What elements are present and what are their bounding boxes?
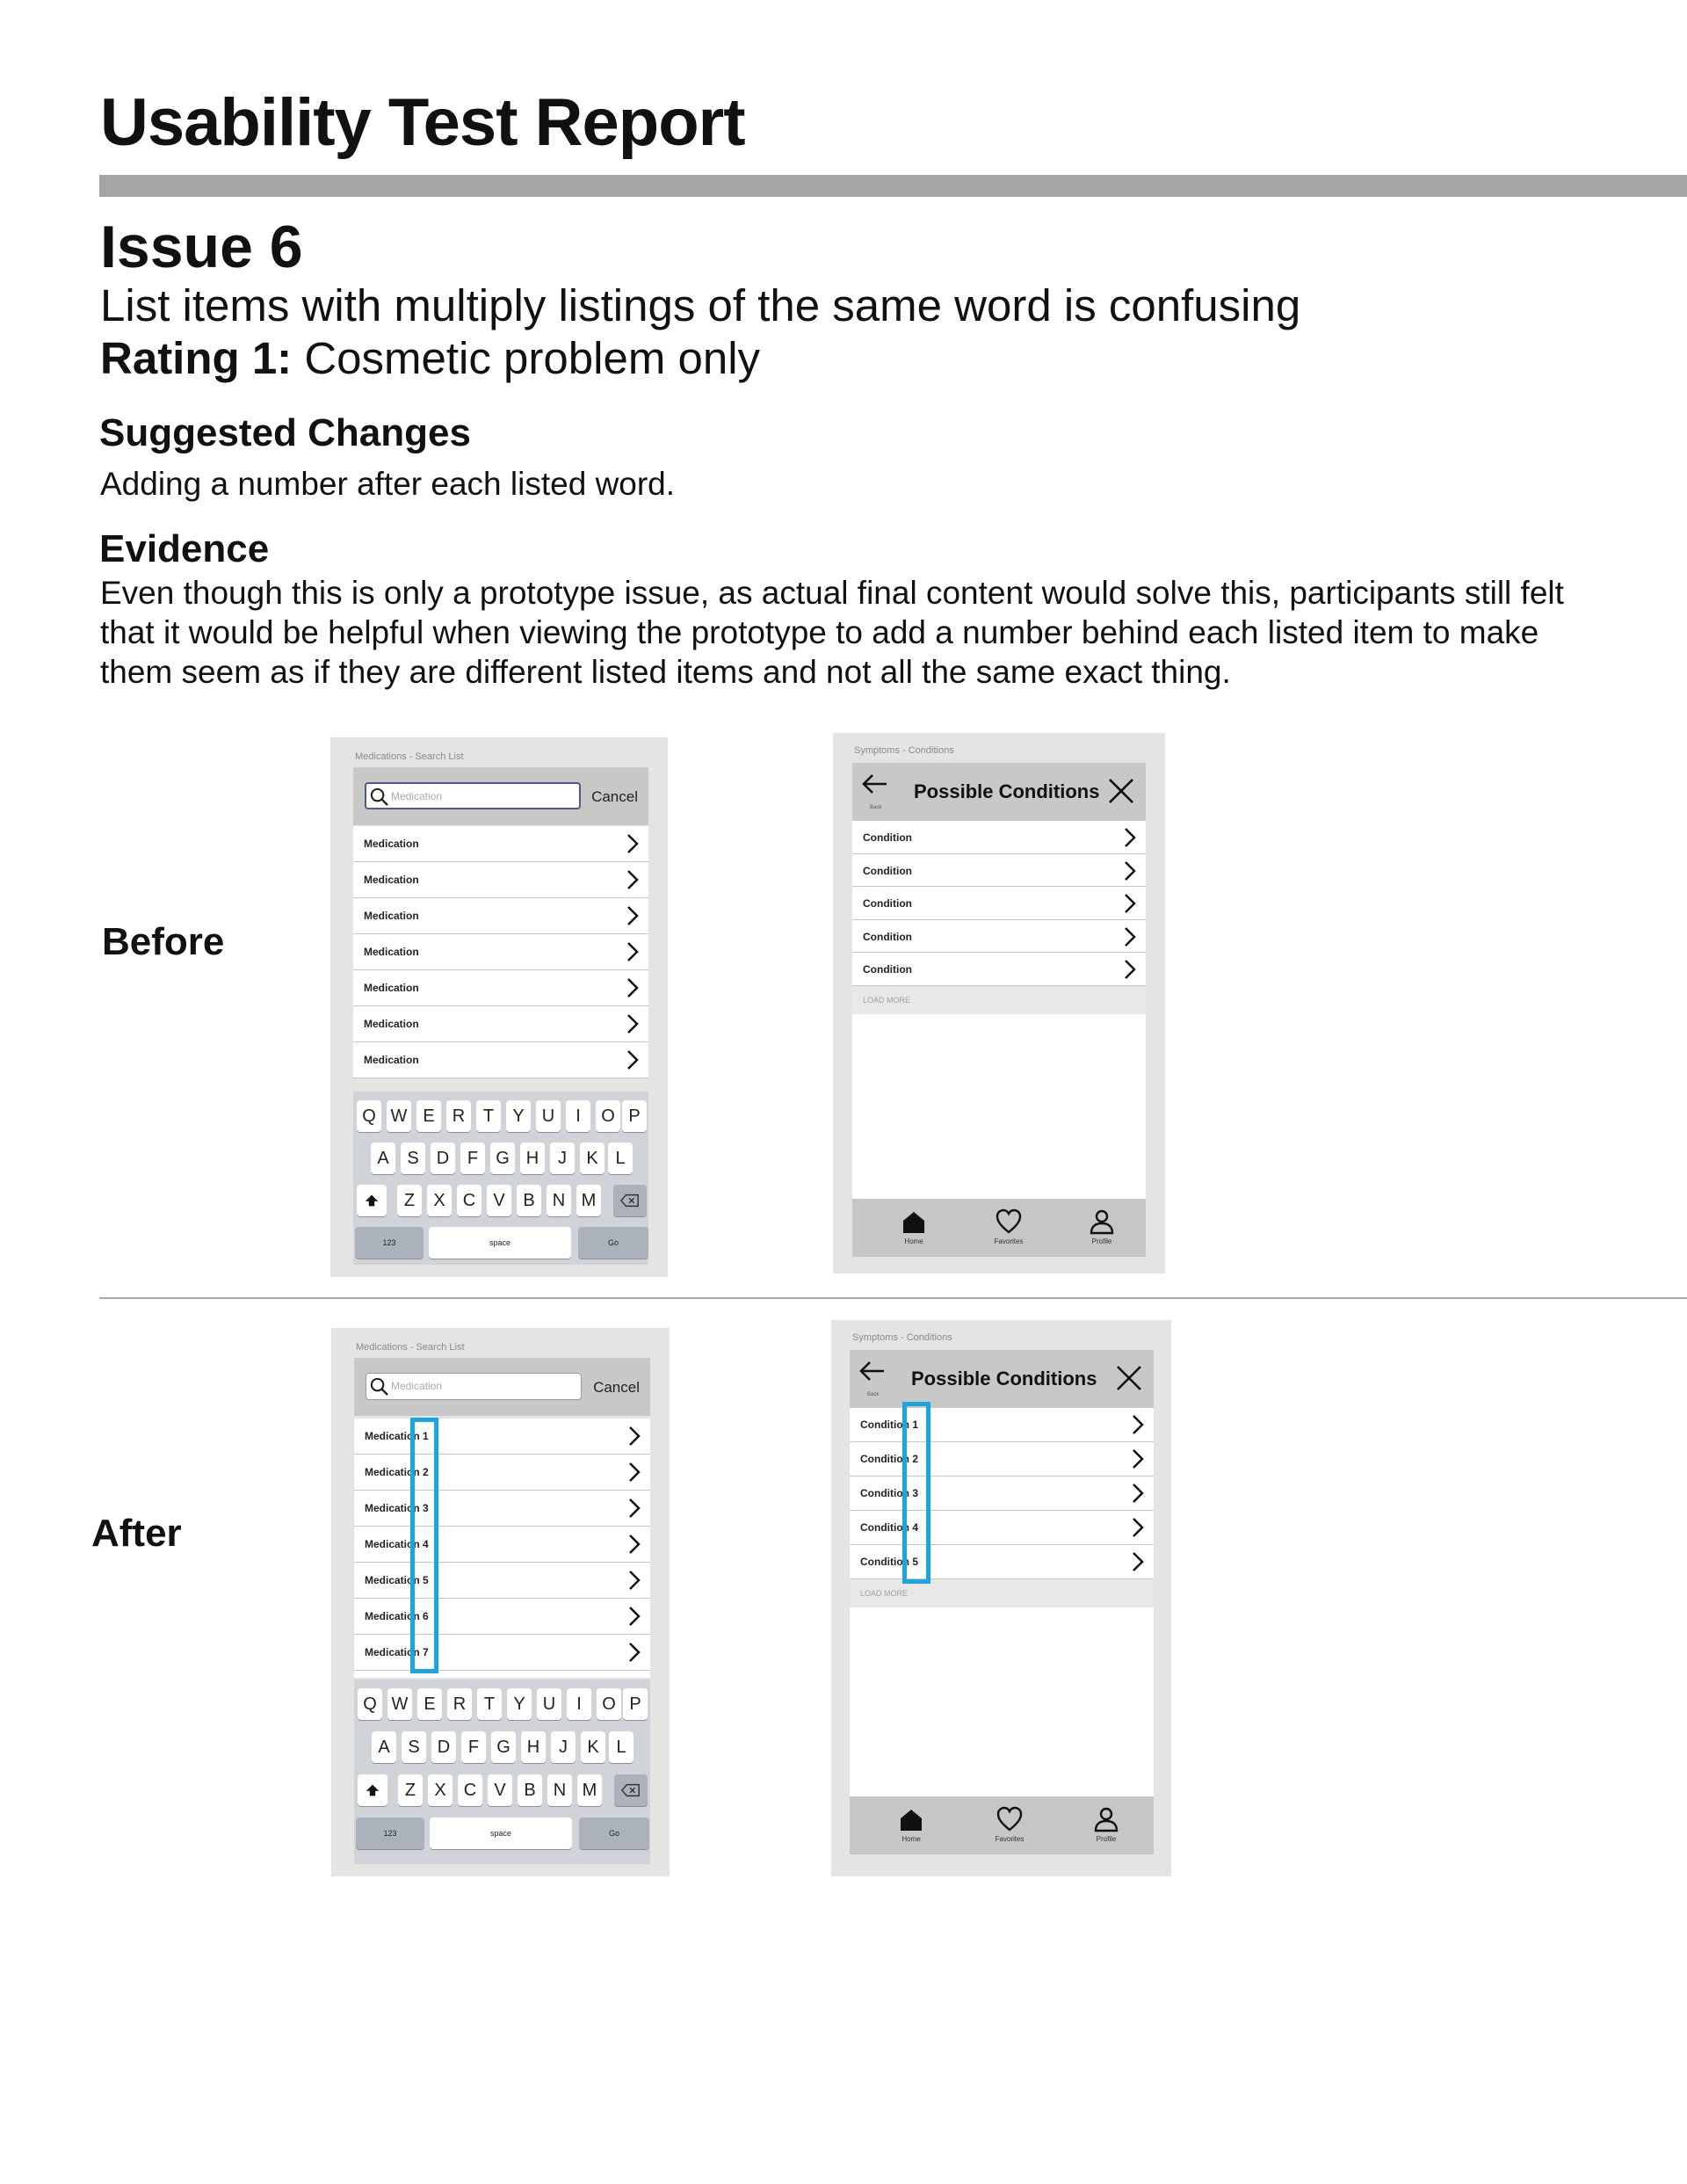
report-title: Usability Test Report: [100, 85, 745, 160]
key[interactable]: R: [447, 1688, 472, 1720]
chevron-right-icon: [626, 868, 640, 891]
key[interactable]: X: [428, 1774, 453, 1806]
tab-label: Profile: [1096, 1835, 1117, 1843]
search-icon: [369, 1376, 389, 1397]
chevron-right-icon: [627, 1605, 641, 1628]
tab-profile[interactable]: [1080, 1805, 1133, 1843]
key[interactable]: N: [547, 1774, 572, 1806]
key[interactable]: L: [609, 1731, 634, 1763]
medication-list: [354, 1419, 650, 1678]
key[interactable]: K: [580, 1143, 605, 1174]
list-item[interactable]: [354, 1563, 650, 1599]
space-key[interactable]: space: [430, 1818, 572, 1849]
key[interactable]: Z: [398, 1774, 423, 1806]
list-item-label: Medication: [364, 1054, 419, 1066]
backspace-key[interactable]: [614, 1774, 648, 1806]
key[interactable]: C: [457, 1185, 481, 1216]
backspace-icon: [620, 1194, 640, 1208]
rating-label: Rating 1:: [100, 333, 293, 383]
breadcrumb: Symptoms - Conditions: [852, 1332, 952, 1343]
go-key[interactable]: Go: [579, 1818, 649, 1849]
key[interactable]: A: [372, 1731, 396, 1763]
search-placeholder: Medication: [391, 790, 443, 802]
list-item-label: Condition: [863, 864, 912, 877]
list-item-label: Medication 4: [365, 1538, 429, 1550]
key[interactable]: S: [401, 1143, 425, 1174]
tab-label: Profile: [1091, 1237, 1112, 1245]
chevron-right-icon: [626, 904, 640, 927]
list-item-label: Medication: [364, 874, 419, 886]
profile-icon: [1092, 1805, 1120, 1833]
list-item[interactable]: [850, 1442, 1154, 1477]
chevron-right-icon: [1131, 1448, 1145, 1470]
key[interactable]: J: [550, 1143, 575, 1174]
list-item-label: Condition: [863, 963, 912, 976]
home-icon: [900, 1208, 928, 1236]
evidence-line-3: them seem as if they are different listed items and not all the same exact thing.: [100, 654, 1231, 690]
chevron-right-icon: [626, 940, 640, 963]
key[interactable]: I: [566, 1100, 590, 1132]
tab-label: Home: [901, 1835, 921, 1843]
after-label: After: [91, 1512, 182, 1555]
chevron-right-icon: [626, 976, 640, 999]
medication-list: [353, 826, 648, 1066]
key[interactable]: U: [537, 1688, 561, 1720]
list-item-label: Medication: [364, 910, 419, 922]
search-input[interactable]: [366, 1373, 582, 1400]
breadcrumb: Symptoms - Conditions: [854, 745, 954, 756]
suggested-text: Adding a number after each listed word.: [100, 466, 676, 502]
after-conditions-screen: [831, 1320, 1171, 1876]
heart-icon: [995, 1208, 1023, 1236]
shift-key[interactable]: [357, 1185, 387, 1216]
list-item[interactable]: [353, 862, 648, 898]
key[interactable]: D: [431, 1143, 455, 1174]
list-item-label: Medication: [364, 946, 419, 958]
evidence-line-2: that it would be helpful when viewing the prototype to add a number behind each listed item to make: [100, 614, 1539, 650]
shift-icon: [366, 1783, 380, 1797]
chevron-right-icon: [1131, 1516, 1145, 1539]
before-conditions-screen: [833, 733, 1165, 1273]
list-item[interactable]: [353, 1006, 648, 1042]
list-item-label: Condition 5: [860, 1556, 918, 1568]
key[interactable]: G: [491, 1731, 516, 1763]
chevron-right-icon: [626, 832, 640, 855]
issue-description: List items with multiply listings of the same word is confusing: [100, 280, 1301, 330]
chevron-right-icon: [627, 1533, 641, 1556]
key[interactable]: M: [577, 1774, 602, 1806]
load-more-button[interactable]: [850, 1579, 1154, 1607]
search-input[interactable]: [365, 782, 581, 809]
list-item[interactable]: [354, 1455, 650, 1491]
key[interactable]: E: [417, 1688, 442, 1720]
chevron-right-icon: [627, 1497, 641, 1520]
key[interactable]: U: [536, 1100, 561, 1132]
search-bar: [353, 767, 648, 825]
shift-key[interactable]: [358, 1774, 387, 1806]
key[interactable]: V: [488, 1774, 512, 1806]
chevron-right-icon: [1123, 958, 1137, 981]
list-item[interactable]: [852, 920, 1146, 954]
before-medications-screen: [330, 737, 668, 1277]
key[interactable]: P: [623, 1688, 648, 1720]
key[interactable]: O: [596, 1100, 620, 1132]
chevron-right-icon: [1131, 1413, 1145, 1436]
close-icon[interactable]: [1107, 777, 1135, 805]
chevron-right-icon: [627, 1569, 641, 1592]
chevron-right-icon: [1131, 1550, 1145, 1573]
breadcrumb: Medications - Search List: [355, 751, 464, 762]
list-item[interactable]: [354, 1635, 650, 1671]
list-item[interactable]: [354, 1527, 650, 1563]
tab-label: Favorites: [995, 1835, 1025, 1843]
conditions-header: [852, 763, 1146, 821]
back-label: Back: [870, 805, 882, 810]
list-item-label: Condition: [863, 930, 912, 943]
numbers-key[interactable]: 123: [355, 1227, 424, 1259]
before-label: Before: [102, 920, 225, 963]
key[interactable]: Q: [357, 1100, 381, 1132]
backspace-icon: [621, 1783, 641, 1797]
key[interactable]: O: [597, 1688, 621, 1720]
back-arrow-icon[interactable]: [861, 773, 887, 795]
close-icon[interactable]: [1115, 1364, 1143, 1392]
number-highlight-box: [410, 1418, 438, 1673]
list-item-label: Medication 6: [365, 1610, 429, 1622]
tab-favorites[interactable]: [983, 1805, 1036, 1843]
key[interactable]: J: [551, 1731, 576, 1763]
search-placeholder: Medication: [391, 1380, 443, 1392]
profile-icon: [1088, 1208, 1116, 1236]
key[interactable]: E: [416, 1100, 441, 1132]
evidence-line-1: Even though this is only a prototype issue, as actual final content would solve this, participants still felt: [100, 575, 1564, 611]
search-icon: [369, 787, 389, 807]
back-label: Back: [867, 1392, 880, 1397]
chevron-right-icon: [627, 1641, 641, 1664]
list-item-label: Condition 4: [860, 1521, 918, 1534]
chevron-right-icon: [626, 1048, 640, 1071]
keyboard: [354, 1680, 650, 1864]
tab-bar: [850, 1796, 1154, 1854]
list-item[interactable]: [353, 898, 648, 934]
key[interactable]: A: [371, 1143, 395, 1174]
cancel-button[interactable]: Cancel: [591, 788, 638, 805]
search-bar: [354, 1358, 650, 1416]
conditions-title: Possible Conditions: [914, 780, 1100, 802]
conditions-title: Possible Conditions: [911, 1368, 1097, 1389]
list-item-label: Condition: [863, 897, 912, 910]
key[interactable]: D: [431, 1731, 456, 1763]
rating-text: Cosmetic problem only: [292, 333, 761, 383]
breadcrumb: Medications - Search List: [356, 1342, 465, 1353]
chevron-right-icon: [627, 1461, 641, 1484]
key[interactable]: M: [576, 1185, 601, 1216]
list-item[interactable]: [354, 1419, 650, 1455]
key[interactable]: L: [608, 1143, 633, 1174]
chevron-right-icon: [1123, 892, 1137, 915]
tab-bar: [852, 1199, 1146, 1257]
list-item[interactable]: [850, 1511, 1154, 1545]
number-highlight-box: [902, 1402, 930, 1584]
key[interactable]: B: [517, 1185, 541, 1216]
list-item-label: Condition: [863, 831, 912, 844]
suggested-heading: Suggested Changes: [99, 411, 471, 454]
list-item-label: Medication: [364, 982, 419, 994]
backspace-key[interactable]: [613, 1185, 647, 1216]
conditions-content: [852, 821, 1146, 1199]
key[interactable]: S: [402, 1731, 426, 1763]
list-item[interactable]: [850, 1477, 1154, 1511]
key[interactable]: Z: [397, 1185, 422, 1216]
list-item-label: Medication 3: [365, 1502, 429, 1514]
list-item[interactable]: [353, 1042, 648, 1078]
key[interactable]: P: [622, 1100, 647, 1132]
load-more-label: LOAD MORE: [863, 995, 911, 1005]
list-item-label: Condition 2: [860, 1453, 918, 1465]
list-item[interactable]: [353, 934, 648, 970]
tab-profile[interactable]: [1075, 1208, 1128, 1245]
tab-home[interactable]: [887, 1208, 940, 1245]
list-item[interactable]: [850, 1408, 1154, 1442]
rating-line: [100, 332, 760, 384]
keyboard: [353, 1092, 648, 1265]
key[interactable]: H: [520, 1143, 545, 1174]
list-item[interactable]: [354, 1491, 650, 1527]
chevron-right-icon: [627, 1425, 641, 1448]
key[interactable]: K: [581, 1731, 605, 1763]
heart-icon: [996, 1805, 1024, 1833]
list-item[interactable]: [852, 854, 1146, 888]
key[interactable]: W: [387, 1100, 411, 1132]
load-more-button[interactable]: [852, 986, 1146, 1014]
key[interactable]: X: [427, 1185, 452, 1216]
list-item-label: Medication 5: [365, 1574, 429, 1586]
conditions-content: [850, 1408, 1154, 1796]
list-item[interactable]: [850, 1545, 1154, 1579]
key[interactable]: W: [387, 1688, 412, 1720]
chevron-right-icon: [1131, 1482, 1145, 1505]
list-item-label: Medication: [364, 1018, 419, 1030]
list-item-label: Medication: [364, 838, 419, 850]
key[interactable]: G: [490, 1143, 515, 1174]
key[interactable]: F: [461, 1731, 486, 1763]
list-item[interactable]: [354, 1599, 650, 1635]
numbers-key[interactable]: 123: [356, 1818, 424, 1849]
shift-icon: [365, 1194, 379, 1208]
key[interactable]: H: [521, 1731, 546, 1763]
key[interactable]: B: [518, 1774, 542, 1806]
after-medications-screen: [331, 1328, 670, 1876]
key[interactable]: R: [446, 1100, 471, 1132]
key[interactable]: T: [477, 1688, 502, 1720]
tab-favorites[interactable]: [982, 1208, 1035, 1245]
list-item-label: Medication 7: [365, 1646, 429, 1658]
key[interactable]: Q: [358, 1688, 382, 1720]
key[interactable]: V: [487, 1185, 511, 1216]
go-key[interactable]: Go: [578, 1227, 648, 1259]
list-item[interactable]: [353, 826, 648, 862]
key[interactable]: Y: [507, 1688, 532, 1720]
key[interactable]: I: [567, 1688, 591, 1720]
space-key[interactable]: space: [429, 1227, 571, 1259]
back-arrow-icon[interactable]: [858, 1360, 885, 1382]
section-divider: [99, 1297, 1687, 1299]
chevron-right-icon: [1123, 860, 1137, 882]
key[interactable]: C: [458, 1774, 482, 1806]
load-more-label: LOAD MORE: [860, 1589, 909, 1598]
list-item-label: Condition 1: [860, 1419, 918, 1431]
cancel-button[interactable]: Cancel: [593, 1379, 640, 1396]
issue-title: Issue 6: [100, 214, 303, 280]
key[interactable]: T: [476, 1100, 501, 1132]
chevron-right-icon: [626, 1012, 640, 1035]
list-item[interactable]: [852, 887, 1146, 920]
key[interactable]: Y: [506, 1100, 531, 1132]
home-icon: [897, 1805, 925, 1833]
key[interactable]: F: [460, 1143, 485, 1174]
tab-home[interactable]: [885, 1805, 938, 1843]
list-item-label: Medication 2: [365, 1466, 429, 1478]
chevron-right-icon: [1123, 925, 1137, 948]
list-item[interactable]: [852, 821, 1146, 854]
key[interactable]: N: [547, 1185, 571, 1216]
conditions-header: [850, 1350, 1154, 1408]
list-item[interactable]: [852, 953, 1146, 986]
tab-label: Home: [904, 1237, 923, 1245]
title-rule: [99, 175, 1687, 197]
list-item[interactable]: [353, 970, 648, 1006]
list-item-label: Medication 1: [365, 1430, 429, 1442]
tab-label: Favorites: [994, 1237, 1024, 1245]
list-item-label: Condition 3: [860, 1487, 918, 1499]
chevron-right-icon: [1123, 826, 1137, 849]
evidence-heading: Evidence: [99, 527, 270, 570]
